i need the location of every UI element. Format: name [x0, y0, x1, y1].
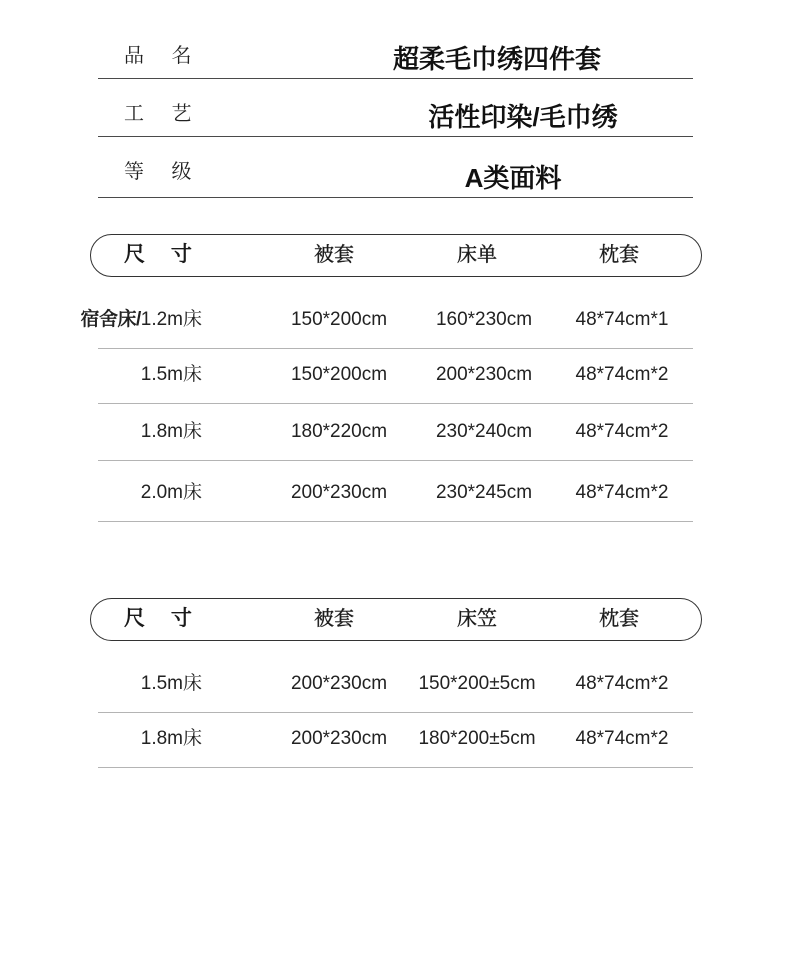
spec-row-grade	[98, 148, 693, 198]
table-row	[80, 293, 693, 349]
duvet-cover-size: 150*200cm	[290, 309, 388, 330]
duvet-cover-size: 200*230cm	[290, 673, 388, 694]
bed-size-cell	[80, 308, 202, 332]
spec-label: 等 级	[124, 161, 203, 183]
bed-size-prefix: 宿舍床/	[80, 309, 141, 330]
duvet-cover-size: 200*230cm	[290, 728, 388, 749]
header-size: 尺 寸	[124, 607, 202, 630]
table-row	[98, 466, 693, 522]
bed-size: 1.5m床	[140, 364, 202, 385]
pillowcase-size: 48*74cm*2	[575, 364, 669, 385]
spec-row-craft	[98, 87, 693, 137]
table-row	[98, 405, 693, 461]
header-duvet-cover: 被套	[314, 244, 354, 266]
table-header	[90, 598, 702, 641]
spec-value: 活性印染/毛巾绣	[428, 102, 618, 132]
fitted-sheet-size: 150*200±5cm	[418, 673, 536, 694]
header-pillowcase: 枕套	[599, 244, 639, 266]
header-pillowcase: 枕套	[599, 608, 639, 630]
table-row	[98, 348, 693, 404]
duvet-cover-size: 150*200cm	[290, 364, 388, 385]
pillowcase-size: 48*74cm*2	[575, 673, 669, 694]
pillowcase-size: 48*74cm*2	[575, 482, 669, 503]
pillowcase-size: 48*74cm*1	[575, 309, 669, 330]
spec-row-product-name	[98, 29, 693, 79]
flat-sheet-size: 230*245cm	[435, 482, 533, 503]
header-fitted-sheet: 床笠	[457, 608, 497, 630]
header-size: 尺 寸	[124, 243, 202, 266]
duvet-cover-size: 180*220cm	[290, 421, 388, 442]
bed-size: 2.0m床	[140, 482, 202, 503]
fitted-sheet-size: 180*200±5cm	[418, 728, 536, 749]
pillowcase-size: 48*74cm*2	[575, 728, 669, 749]
bed-size: 1.8m床	[140, 728, 202, 749]
duvet-cover-size: 200*230cm	[290, 482, 388, 503]
flat-sheet-size: 230*240cm	[435, 421, 533, 442]
bed-size: 1.2m床	[140, 309, 202, 330]
pillowcase-size: 48*74cm*2	[575, 421, 669, 442]
table-header	[90, 234, 702, 277]
flat-sheet-size: 160*230cm	[435, 309, 533, 330]
flat-sheet-size: 200*230cm	[435, 364, 533, 385]
bed-size: 1.5m床	[140, 673, 202, 694]
spec-value: 超柔毛巾绣四件套	[392, 44, 602, 74]
table-row	[98, 657, 693, 713]
spec-label: 工 艺	[124, 103, 203, 125]
header-duvet-cover: 被套	[314, 608, 354, 630]
spec-value: A类面料	[464, 163, 562, 193]
spec-label: 品 名	[124, 45, 203, 67]
header-flat-sheet: 床单	[457, 244, 497, 266]
bed-size: 1.8m床	[140, 421, 202, 442]
table-row	[98, 712, 693, 768]
